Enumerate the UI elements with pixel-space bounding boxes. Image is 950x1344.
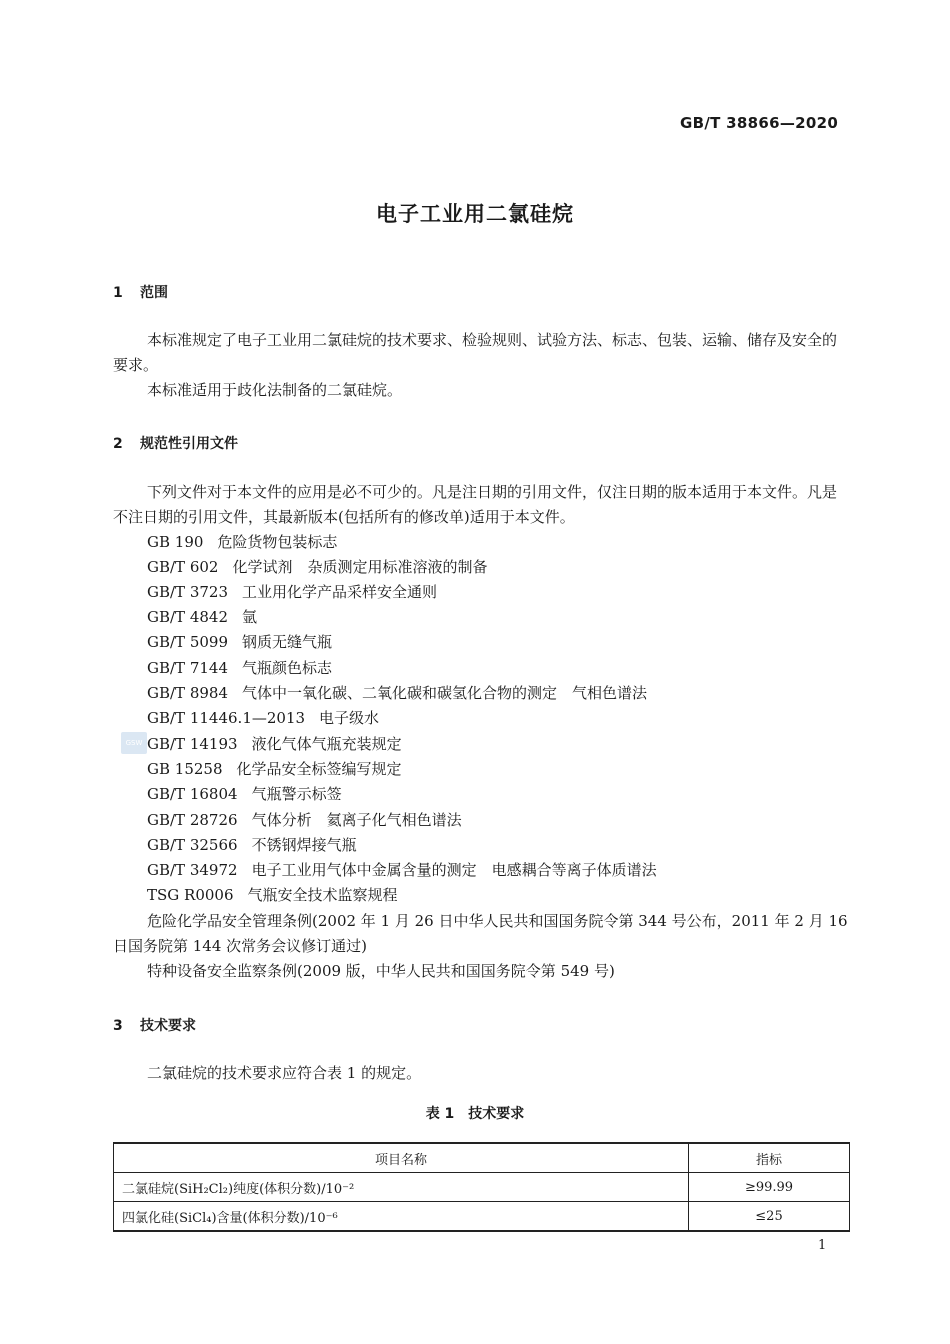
reference-title: 氩 xyxy=(242,608,258,626)
reference-item xyxy=(147,883,398,908)
reference-title: 液化气体气瓶充装规定 xyxy=(251,735,402,753)
table-row xyxy=(114,1173,850,1202)
section-title: 技术要求 xyxy=(140,1018,196,1034)
reference-code: GB/T 14193 xyxy=(147,735,238,753)
reference-title: 电子工业用气体中金属含量的测定 电感耦合等离子体质谱法 xyxy=(251,861,657,879)
technical-requirements-table xyxy=(113,1142,850,1232)
reference-item xyxy=(147,681,647,706)
section-3-paragraph-1: 二氯硅烷的技术要求应符合表 1 的规定。 xyxy=(147,1064,422,1082)
reference-item xyxy=(147,706,379,731)
reference-item xyxy=(147,858,657,883)
reference-code: GB/T 5099 xyxy=(147,633,229,651)
reference-code: GB/T 34972 xyxy=(147,861,238,879)
reference-title: 工业用化学产品采样安全通则 xyxy=(242,583,438,601)
reference-title: 电子级水 xyxy=(319,709,380,727)
reference-title: 气体中一氧化碳、二氧化碳和碳氢化合物的测定 气相色谱法 xyxy=(242,684,648,702)
reference-title: 不锈钢焊接气瓶 xyxy=(251,836,357,854)
table-header-row xyxy=(114,1143,850,1173)
reference-title: 化学品安全标签编写规定 xyxy=(236,760,402,778)
section-title: 范围 xyxy=(140,285,168,301)
reference-code: GB/T 8984 xyxy=(147,684,229,702)
section-1-paragraph-1: 本标准规定了电子工业用二氯硅烷的技术要求、检验规则、试验方法、标志、包装、运输、储存及安全的要求。 xyxy=(113,331,838,374)
section-1-paragraph-2: 本标准适用于歧化法制备的二氯硅烷。 xyxy=(147,381,403,399)
reference-code: GB/T 3723 xyxy=(147,583,229,601)
item-name-cell: 二氯硅烷(SiH₂Cl₂)纯度(体积分数)/10⁻² xyxy=(114,1173,689,1202)
regulation-1: 危险化学品安全管理条例(2002 年 1 月 26 日中华人民共和国国务院令第 344 号公布，2011 年 2 月 16 日国务院第 144 次常务会议修订通过) xyxy=(113,912,848,955)
reference-item xyxy=(147,630,332,655)
standard-number: GB/T 38866—2020 xyxy=(680,114,839,132)
reference-code: GB 15258 xyxy=(147,760,223,778)
page-number: 1 xyxy=(818,1238,827,1253)
reference-code: TSG R0006 xyxy=(147,886,234,904)
reference-item xyxy=(147,555,487,580)
reference-title: 气体分析 氦离子化气相色谱法 xyxy=(251,811,462,829)
section-2-intro: 下列文件对于本文件的应用是必不可少的。凡是注日期的引用文件，仅注日期的版本适用于本文件。凡是不注日期的引用文件，其最新版本(包括所有的修改单)适用于本文件。 xyxy=(113,483,838,526)
value-cell: ≤25 xyxy=(689,1202,850,1232)
document-title: 电子工业用二氯硅烷 xyxy=(376,202,574,226)
reference-item xyxy=(147,530,337,555)
reference-code: GB/T 11446.1—2013 xyxy=(147,709,306,727)
reference-item xyxy=(147,757,402,782)
reference-title: 气瓶警示标签 xyxy=(251,785,342,803)
reference-code: GB/T 602 xyxy=(147,558,219,576)
reference-code: GB/T 32566 xyxy=(147,836,238,854)
table-row xyxy=(114,1202,850,1232)
reference-code: GB/T 4842 xyxy=(147,608,229,626)
reference-code: GB/T 28726 xyxy=(147,811,238,829)
reference-item xyxy=(147,782,342,807)
reference-item xyxy=(147,732,402,757)
regulation-2: 特种设备安全监察条例(2009 版，中华人民共和国国务院令第 549 号) xyxy=(147,962,615,980)
reference-title: 气瓶安全技术监察规程 xyxy=(247,886,398,904)
reference-title: 钢质无缝气瓶 xyxy=(242,633,333,651)
watermark-logo: GSW xyxy=(121,732,147,754)
reference-item xyxy=(147,833,357,858)
reference-title: 化学试剂 杂质测定用标准溶液的制备 xyxy=(232,558,488,576)
reference-code: GB/T 7144 xyxy=(147,659,229,677)
reference-item xyxy=(147,605,257,630)
section-number: 1 xyxy=(113,285,123,301)
section-number: 2 xyxy=(113,436,123,452)
section-number: 3 xyxy=(113,1018,123,1034)
header-value: 指标 xyxy=(689,1143,850,1173)
reference-code: GB/T 16804 xyxy=(147,785,238,803)
section-2-heading xyxy=(113,433,238,453)
reference-title: 气瓶颜色标志 xyxy=(242,659,333,677)
reference-item xyxy=(147,580,437,605)
reference-item xyxy=(147,808,462,833)
header-item-name: 项目名称 xyxy=(114,1143,689,1173)
value-cell: ≥99.99 xyxy=(689,1173,850,1202)
section-1-heading xyxy=(113,282,168,302)
reference-code: GB 190 xyxy=(147,533,204,551)
reference-title: 危险货物包装标志 xyxy=(217,533,338,551)
item-name-cell: 四氯化硅(SiCl₄)含量(体积分数)/10⁻⁶ xyxy=(114,1202,689,1232)
section-3-heading xyxy=(113,1015,196,1035)
table-caption: 表 1 技术要求 xyxy=(425,1106,525,1122)
reference-item xyxy=(147,656,332,681)
section-title: 规范性引用文件 xyxy=(140,436,238,452)
